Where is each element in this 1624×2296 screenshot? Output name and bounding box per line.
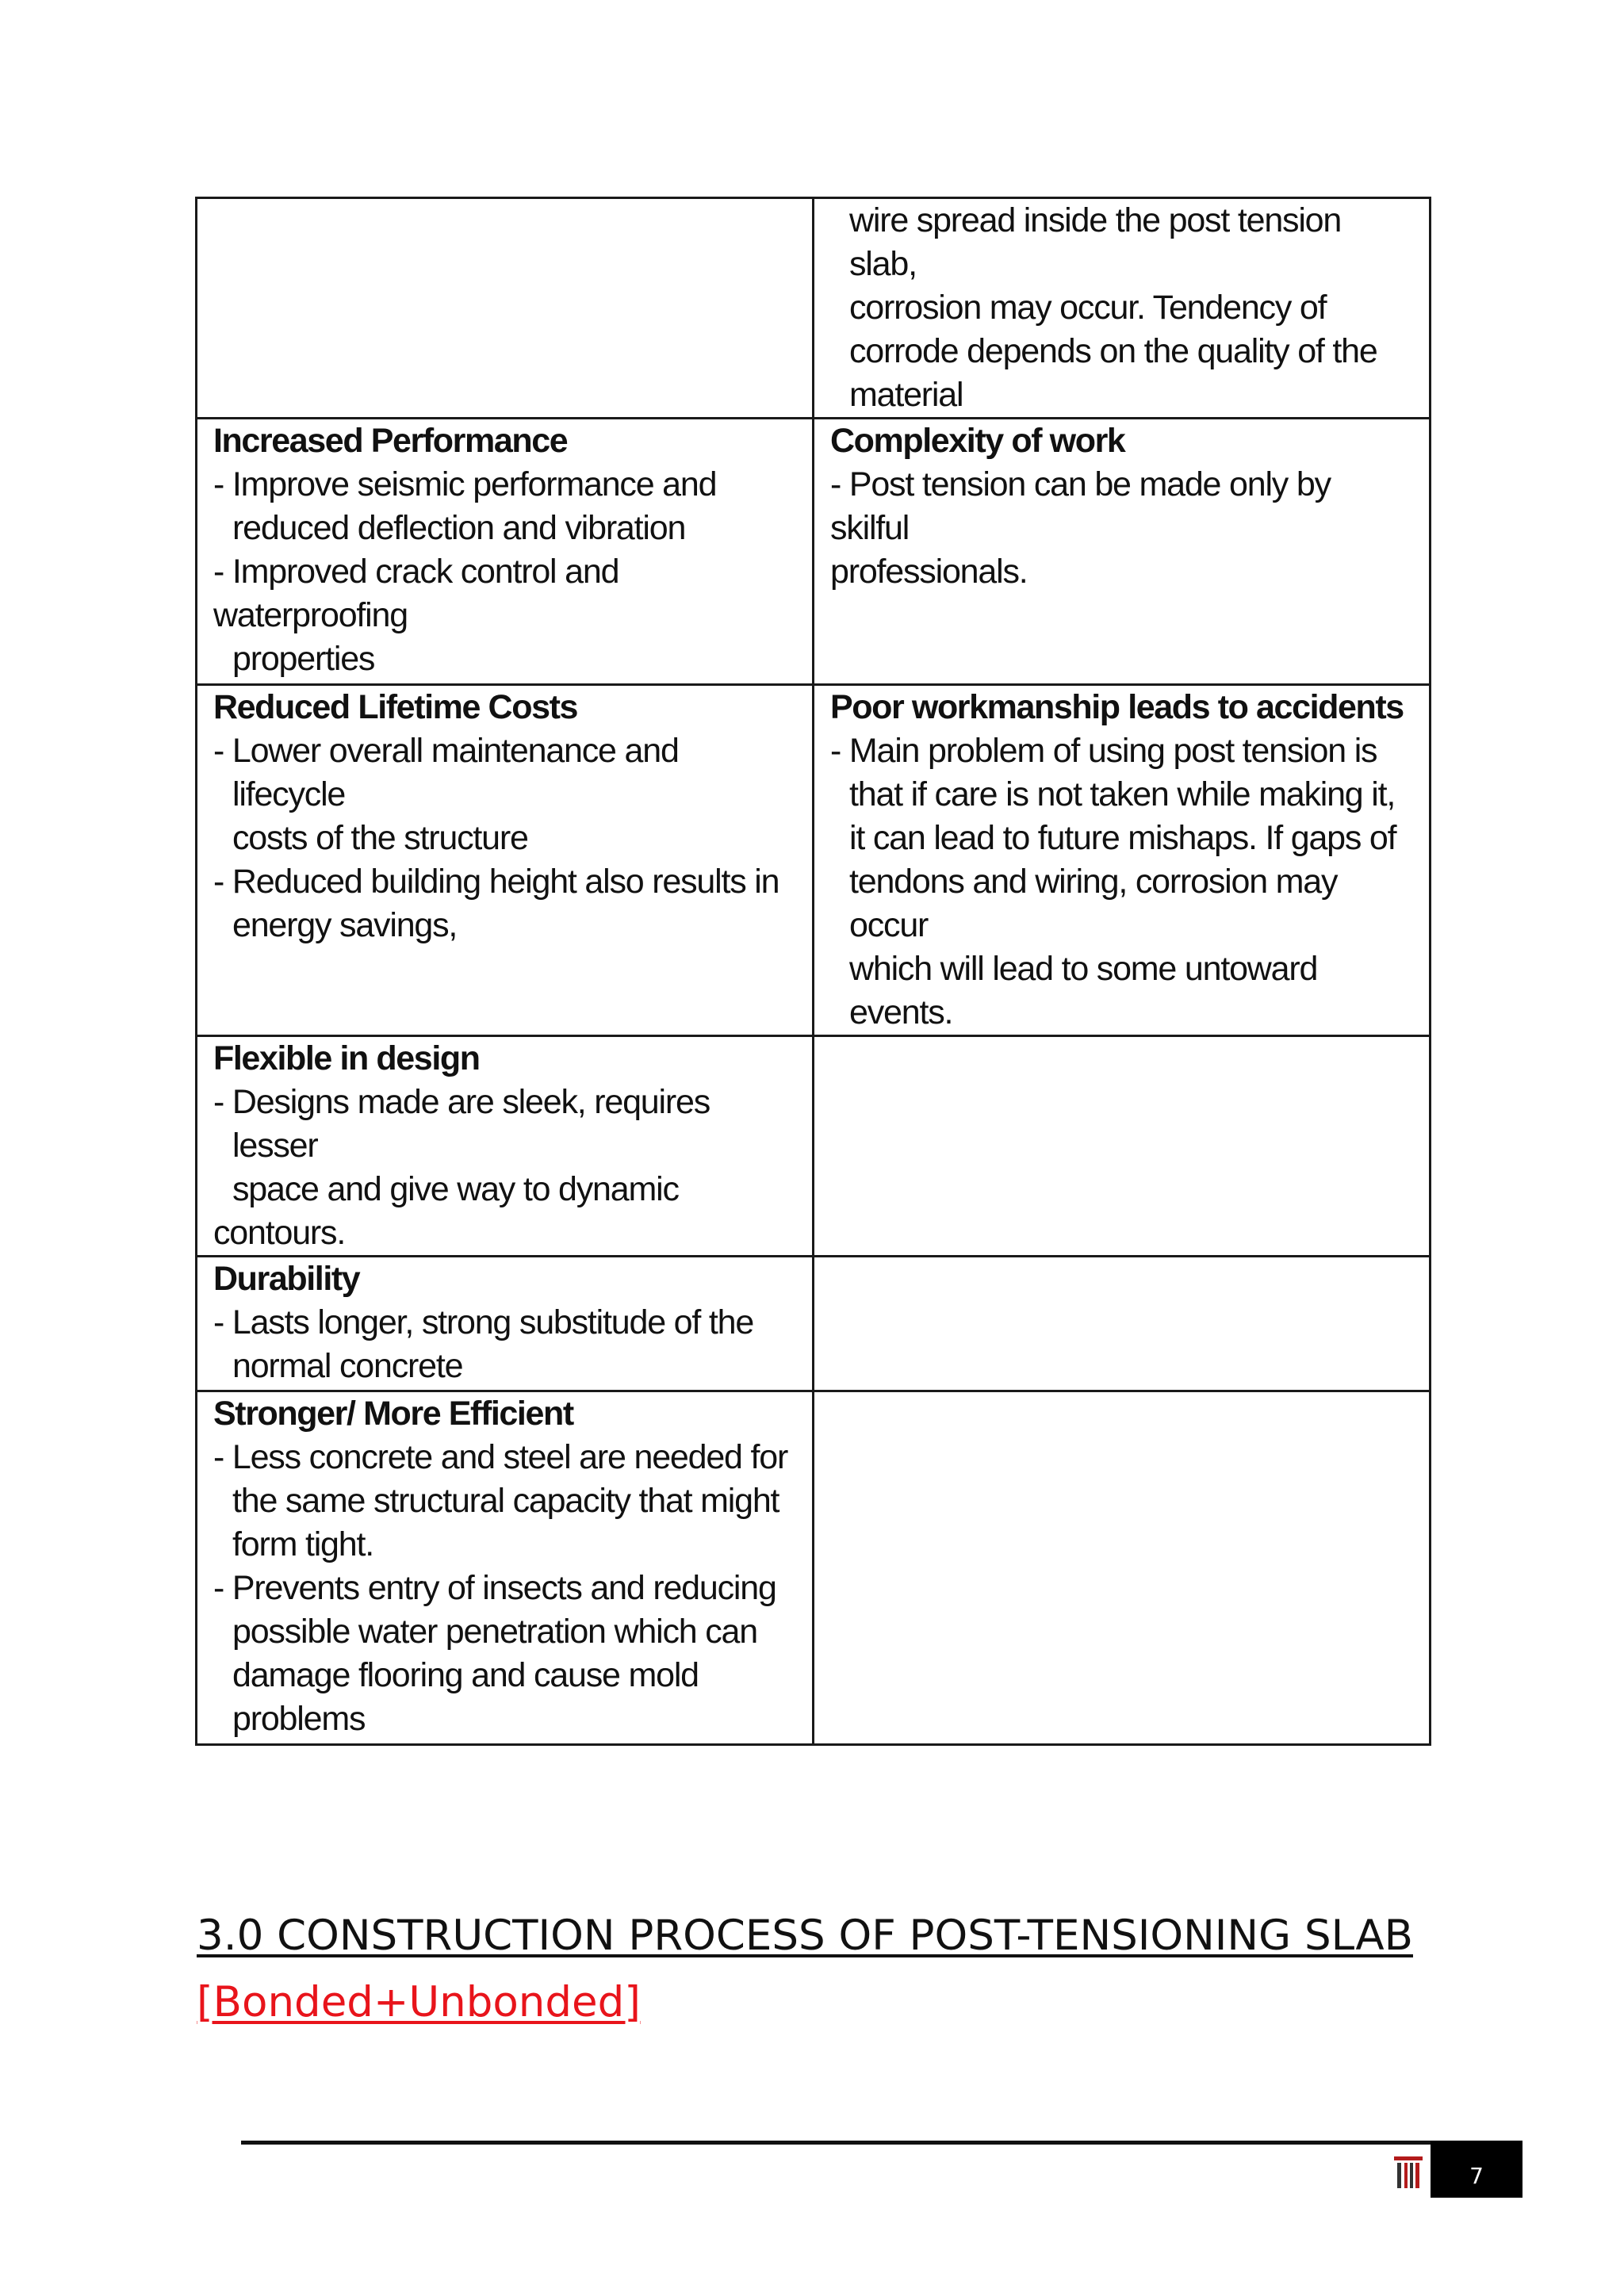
bullet-item: - Prevents entry of insects and reducing [213, 1569, 776, 1607]
bullet-item: - Lower overall maintenance and lifecycle [213, 732, 679, 813]
table-cell-left [197, 198, 814, 419]
bullet-item: - Reduced building height also results in [213, 863, 779, 901]
cell-text-line: problems [232, 1700, 366, 1738]
table-cell-left [197, 1036, 814, 1257]
table-row [197, 1257, 1431, 1391]
bullet-item: - Lasts longer, strong substitude of the [213, 1303, 754, 1341]
cell-title: Increased Performance [213, 422, 568, 460]
cell-text-line: material [849, 376, 963, 414]
table-cell-right [814, 419, 1431, 685]
table-cell-left [197, 1257, 814, 1391]
bullet-item: - Less concrete and steel are needed for [213, 1438, 788, 1476]
cell-text-line: tendons and wiring, corrosion may occur [849, 863, 1338, 944]
cell-title: Complexity of work [830, 422, 1125, 460]
cell-text-line: possible water penetration which can [232, 1613, 757, 1651]
cell-text-line: contours. [213, 1214, 346, 1252]
cell-text-line: normal concrete [232, 1347, 463, 1385]
cell-text-line: the same structural capacity that might [232, 1482, 779, 1520]
cell-text-line: professionals. [830, 553, 1028, 591]
cell-text-line: wire spread inside the post tension slab, [849, 201, 1342, 283]
section-heading [197, 1904, 1431, 2034]
bullet-item: - Improved crack control and [213, 553, 619, 591]
cell-text-line: energy savings, [232, 906, 458, 944]
table-row [197, 1036, 1431, 1257]
university-crest-icon [1392, 2153, 1424, 2191]
bullet-item: - Designs made are sleek, requires lesser [213, 1083, 710, 1165]
cell-text-line: reduced deflection and vibration [232, 509, 686, 547]
table-cell-left [197, 685, 814, 1036]
cell-title: Flexible in design [213, 1039, 480, 1077]
page-number [1431, 2141, 1522, 2198]
table-row [197, 685, 1431, 1036]
comparison-table [195, 197, 1431, 1746]
page-number-text: 7 [1469, 2163, 1484, 2189]
table-cell-right [814, 1391, 1431, 1745]
cell-text-line: corrosion may occur. Tendency of [849, 289, 1327, 327]
footer-divider [241, 2141, 1431, 2145]
cell-title: Stronger/ More Efficient [213, 1395, 573, 1433]
bullet-item: - Main problem of using post tension is [830, 732, 1377, 770]
table-cell-right [814, 198, 1431, 419]
table-cell-right [814, 1036, 1431, 1257]
cell-text-line: properties [232, 640, 375, 678]
table-cell-right [814, 1257, 1431, 1391]
cell-text-line: - Post tension can be made only by skilful [830, 465, 1331, 547]
cell-text-line: costs of the structure [232, 819, 528, 857]
cell-text-line: corrode depends on the quality of the [849, 332, 1377, 370]
cell-text-line: which will lead to some untoward events. [849, 950, 1318, 1031]
cell-title: Durability [213, 1260, 360, 1298]
cell-title: Poor workmanship leads to accidents [830, 688, 1404, 726]
table-row [197, 198, 1431, 419]
cell-text-line: waterproofing [213, 596, 408, 634]
bullet-item: - Improve seismic performance and [213, 465, 717, 503]
table-cell-right [814, 685, 1431, 1036]
table-row [197, 1391, 1431, 1745]
cell-text-line: it can lead to future mishaps. If gaps of [849, 819, 1396, 857]
cell-text-line: space and give way to dynamic [232, 1170, 679, 1208]
section-title: 3.0 CONSTRUCTION PROCESS OF POST-TENSIONING SLAB [197, 1911, 1413, 1960]
table-cell-left [197, 419, 814, 685]
cell-text-line: form tight. [232, 1525, 373, 1563]
cell-text-line: that if care is not taken while making it, [849, 775, 1396, 813]
cell-text-line: damage flooring and cause mold [232, 1656, 699, 1694]
table-cell-left [197, 1391, 814, 1745]
section-subtitle: [Bonded+Unbonded] [197, 1978, 641, 2026]
table-row [197, 419, 1431, 685]
cell-title: Reduced Lifetime Costs [213, 688, 578, 726]
